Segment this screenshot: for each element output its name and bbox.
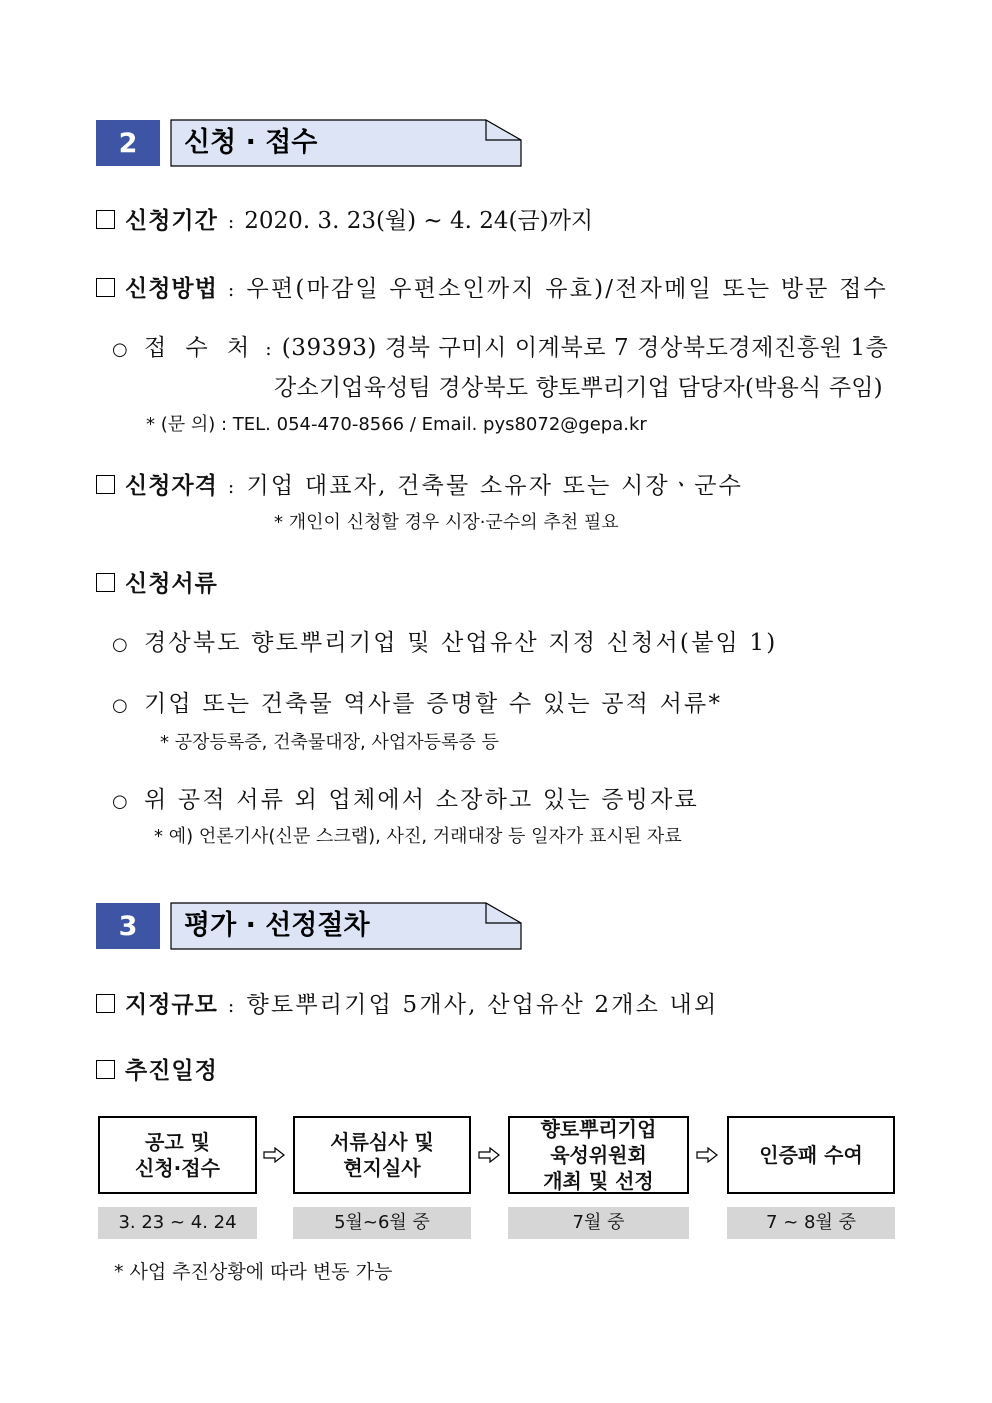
checkbox-square-icon xyxy=(96,475,115,494)
section-number-3: 3 xyxy=(96,903,160,949)
schedule-line xyxy=(96,1056,218,1086)
document-item-text: 위 공적 서류 외 업체에서 소장하고 있는 증빙자료 xyxy=(144,787,699,813)
bullet-circle-icon: ○ xyxy=(112,695,130,716)
bullet-circle-icon: ○ xyxy=(112,339,128,360)
schedule-step-date: 3. 23 ~ 4. 24 xyxy=(98,1207,257,1239)
schedule-step-date: 7월 중 xyxy=(508,1207,689,1239)
bullet-circle-icon: ○ xyxy=(112,634,130,655)
method-label: 신청방법 xyxy=(125,275,218,302)
schedule-step-box xyxy=(293,1116,471,1194)
section-title-2: 신청 · 접수 xyxy=(184,127,318,158)
document-item-note: * 예) 언론기사(신문 스크랩), 사진, 거래대장 등 일자가 표시된 자료 xyxy=(154,826,682,847)
bullet-circle-icon: ○ xyxy=(112,791,130,812)
section-number-2: 2 xyxy=(96,120,160,166)
schedule-note: * 사업 추진상황에 따라 변동 가능 xyxy=(114,1261,393,1283)
method-line: 신청방법 : 우편(마감일 우편소인까지 유효)/전자메일 또는 방문 접수 xyxy=(96,274,888,305)
receipt-line-1: ○ 접 수 처 : (39393) 경북 구미시 이계북로 7 경상북도경제진흥원 1층 xyxy=(112,333,888,365)
eligibility-label: 신청자격 xyxy=(125,472,218,499)
receipt-label: 접 수 처 xyxy=(144,335,256,361)
receipt-contact: * (문 의) : TEL. 054-470-8566 / Email. pys8072@gepa.kr xyxy=(146,414,647,435)
scale-label: 지정규모 xyxy=(125,991,218,1018)
scale-value: 향토뿌리기업 5개사, 산업유산 2개소 내외 xyxy=(246,992,719,1018)
receipt-address: (39393) 경북 구미시 이계북로 7 경상북도경제진흥원 1층 xyxy=(281,335,889,361)
period-value: 2020. 3. 23(월) ~ 4. 24(금)까지 xyxy=(244,208,594,234)
document-item-text: 경상북도 향토뿌리기업 및 산업유산 지정 신청서(붙임 1) xyxy=(144,630,778,656)
eligibility-note: * 개인이 신청할 경우 시장·군수의 추천 필요 xyxy=(274,512,619,533)
eligibility-value: 기업 대표자, 건축물 소유자 또는 시장ㆍ군수 xyxy=(246,473,744,499)
section-title-box-2 xyxy=(170,119,522,167)
method-value: 우편(마감일 우편소인까지 유효)/전자메일 또는 방문 접수 xyxy=(246,276,888,302)
document-item-note: * 공장등록증, 건축물대장, 사업자등록증 등 xyxy=(160,732,499,753)
document-item xyxy=(112,785,699,817)
schedule-step-date: 7 ~ 8월 중 xyxy=(727,1207,895,1239)
documents-label: 신청서류 xyxy=(125,570,218,597)
section-title-box-3 xyxy=(170,902,522,950)
eligibility-line: 신청자격 : 기업 대표자, 건축물 소유자 또는 시장ㆍ군수 xyxy=(96,471,743,502)
checkbox-square-icon xyxy=(96,994,115,1013)
receipt-line-2: 강소기업육성팀 경상북도 향토뿌리기업 담당자(박용식 주임) xyxy=(274,375,883,401)
section-title-3: 평가 · 선정절차 xyxy=(184,910,370,941)
hollow-right-arrow-icon xyxy=(478,1147,500,1163)
document-item xyxy=(112,628,777,660)
schedule-step-date: 5월~6월 중 xyxy=(293,1207,471,1239)
schedule-step-box xyxy=(727,1116,895,1194)
hollow-right-arrow-icon xyxy=(696,1147,718,1163)
schedule-step-title: 향토뿌리기업 육성위원회 개최 및 선정 xyxy=(540,1117,657,1193)
documents-line xyxy=(96,569,218,599)
scale-line: 지정규모 : 향토뿌리기업 5개사, 산업유산 2개소 내외 xyxy=(96,990,718,1021)
period-line: 신청기간 : 2020. 3. 23(월) ~ 4. 24(금)까지 xyxy=(96,206,593,237)
checkbox-square-icon xyxy=(96,1060,115,1079)
document-item-text: 기업 또는 건축물 역사를 증명할 수 있는 공적 서류* xyxy=(144,691,723,717)
hollow-right-arrow-icon xyxy=(263,1147,285,1163)
checkbox-square-icon xyxy=(96,210,115,229)
schedule-step-title: 공고 및 신청·접수 xyxy=(135,1130,220,1180)
document-item xyxy=(112,689,722,721)
checkbox-square-icon xyxy=(96,573,115,592)
schedule-step-title: 서류심사 및 현지실사 xyxy=(330,1130,434,1180)
checkbox-square-icon xyxy=(96,278,115,297)
schedule-step-box xyxy=(508,1116,689,1194)
schedule-label: 추진일정 xyxy=(125,1057,218,1084)
schedule-step-box xyxy=(98,1116,257,1194)
period-label: 신청기간 xyxy=(125,207,218,234)
schedule-step-title: 인증패 수여 xyxy=(759,1143,863,1167)
